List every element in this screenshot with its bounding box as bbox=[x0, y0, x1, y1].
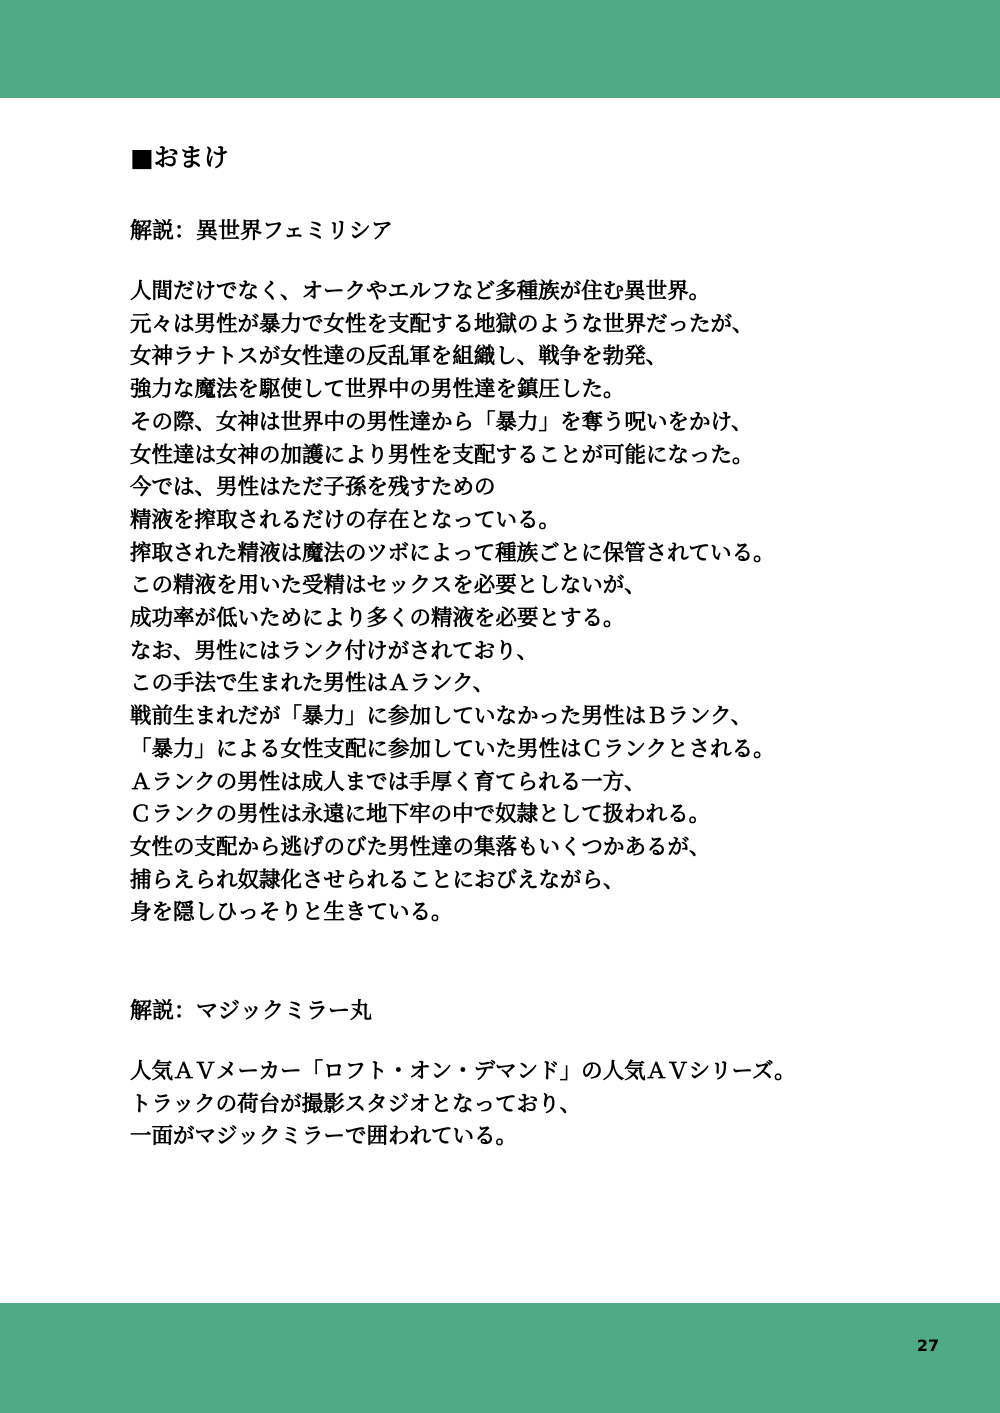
section-title-magic-mirror: 解説：マジックミラー丸 bbox=[130, 999, 373, 1025]
body-line: 「暴力」による女性支配に参加していた男性はＣランクとされる。 bbox=[130, 736, 775, 762]
body-line: Ａランクの男性は成人までは手厚く育てられる一方、 bbox=[130, 769, 646, 795]
body-line: 強力な魔法を駆使して世界中の男性達を鎮圧した。 bbox=[130, 377, 625, 403]
body-line: 身を隠しひっそりと生きている。 bbox=[130, 900, 453, 926]
body-line: 捕らえられ奴隷化させられることにおびえながら、 bbox=[130, 867, 625, 893]
body-line: 女性達は女神の加護により男性を支配することが可能になった。 bbox=[130, 442, 754, 468]
page-number: 27 bbox=[916, 1336, 940, 1355]
body-line: Ｃランクの男性は永遠に地下牢の中で奴隷として扱われる。 bbox=[130, 802, 711, 828]
body-line: その際、女神は世界中の男性達から「暴力」を奪う呪いをかけ、 bbox=[130, 409, 753, 435]
body-line: 戦前生まれだが「暴力」に参加していなかった男性はＢランク、 bbox=[130, 704, 753, 730]
section-body-isekai bbox=[130, 276, 970, 930]
body-line: トラックの荷台が撮影スタジオとなっており、 bbox=[130, 1091, 582, 1117]
body-line: 女神ラナトスが女性達の反乱軍を組織し、戦争を勃発、 bbox=[130, 344, 668, 370]
body-line: 人間だけでなく、オークやエルフなど多種族が住む異世界。 bbox=[130, 279, 711, 304]
body-line: 女性の支配から逃げのびた男性達の集落もいくつかあるが、 bbox=[130, 834, 711, 860]
page-content bbox=[130, 138, 970, 1154]
body-line: 人気ＡＶメーカー「ロフト・オン・デマンド」の人気ＡＶシリーズ。 bbox=[130, 1059, 796, 1085]
body-line: 今では、男性はただ子孫を残すための bbox=[130, 475, 496, 501]
body-line: この精液を用いた受精はセックスを必要としないが、 bbox=[130, 573, 646, 599]
section-body-magic-mirror bbox=[130, 1056, 970, 1154]
body-line: なお、男性にはランク付けがされており、 bbox=[130, 638, 539, 664]
body-line: 搾取された精液は魔法のツボによって種族ごとに保管されている。 bbox=[130, 540, 775, 566]
body-line: この手法で生まれた男性はＡランク、 bbox=[130, 671, 495, 697]
body-line: 一面がマジックミラーで囲われている。 bbox=[130, 1124, 518, 1150]
bottom-band bbox=[0, 1303, 1000, 1413]
body-line: 精液を搾取されるだけの存在となっている。 bbox=[130, 507, 561, 533]
body-line: 元々は男性が暴力で女性を支配する地獄のような世界だったが、 bbox=[130, 311, 754, 337]
section-title-isekai: 解説：異世界フェミリシア bbox=[130, 219, 393, 244]
top-band bbox=[0, 0, 1000, 98]
body-line: 成功率が低いためにより多くの精液を必要とする。 bbox=[130, 606, 625, 632]
heading-omake: ■おまけ bbox=[130, 143, 229, 172]
